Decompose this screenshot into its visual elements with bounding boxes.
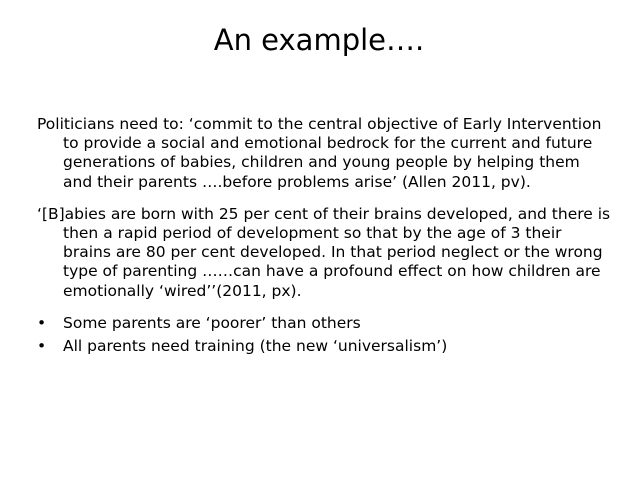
bullet-item	[37, 337, 612, 356]
bullet-text: Some parents are ‘poorer’ than others	[63, 313, 361, 332]
bullet-marker: •	[37, 313, 47, 332]
quote-paragraph-politicians: Politicians need to: ‘commit to the central objective of Early Intervention to provide a social and emotional bedrock for the current and future generations of babies, children and young people by helping them and their parents ….before problems arise’ (Allen 2011, pv).	[37, 115, 602, 191]
quote-paragraph-babies: ‘[B]abies are born with 25 per cent of their brains developed, and there is then a rapid period of development so that by the age of 3 their brains are 80 per cent developed. In that period neglect or the wrong type of parenting ……can have a profound effect on how children are emotionally ‘wired’’(2011, px).	[37, 204, 611, 300]
slide-body	[37, 115, 612, 360]
bullet-text: All parents need training (the new ‘universalism’)	[63, 337, 448, 356]
bullet-item	[37, 314, 612, 333]
slide-title: An example….	[213, 23, 425, 57]
bullet-marker: •	[37, 337, 47, 356]
